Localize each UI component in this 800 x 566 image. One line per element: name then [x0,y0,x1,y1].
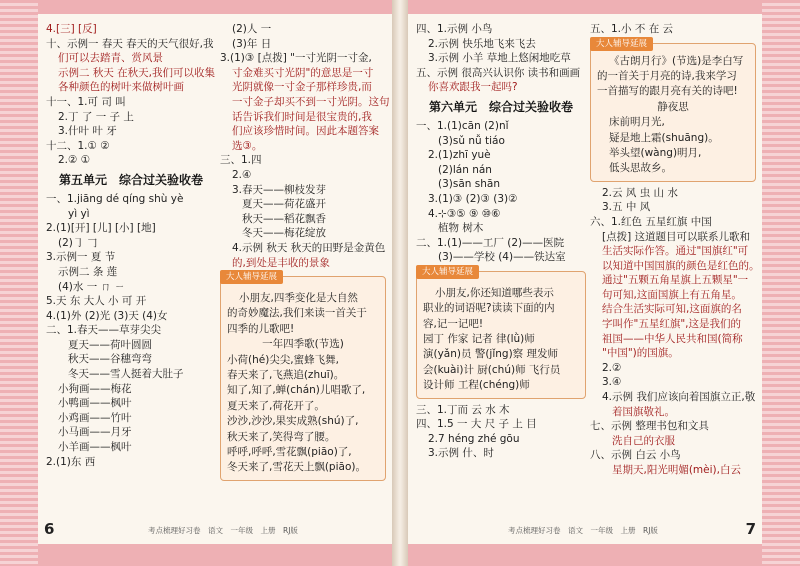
answer-line: 字叫作"五星红旗",这是我们的 [602,318,741,331]
page-footer: 考点梳理好习卷 语文 一年级 上册 RJ版 [148,526,298,535]
answer-line: (2)人 一 [232,23,272,35]
answer-line: 夏天——荷花盛开 [242,198,326,211]
answer-line: [点拨] 这道题目可以联系儿歌和 [602,230,751,243]
book-gutter [392,0,408,566]
box-line: 疑是地上霜(shuāng)。 [609,131,719,144]
answer-line: 2.④ [232,168,252,181]
box-tag: 大人辅导延展 [590,37,653,51]
answer-line: (3)年 日 [232,37,272,50]
answer-line: (2)㇆ 𠃌 [58,236,98,249]
answer-line: 六、1.红色 五星红旗 中国 [590,215,712,228]
answer-line: 秋天——谷穗弯弯 [68,353,152,366]
answer-line: 示例二 条 莲 [58,265,118,278]
box-line: 床前明月光, [609,116,665,129]
box-line: 园丁 作家 记者 律(lǜ)师 [423,333,535,346]
answer-line: 二、1.(1)——工厂 (2)——医院 [416,236,565,249]
answer-line: 生活实际作答。通过"国旗红"可 [602,245,749,258]
page-number: 7 [745,520,756,538]
box-line: 演(yǎn)员 警(jǐng)察 理发师 [423,348,559,361]
poem-title: 静夜思 [657,100,689,113]
box-line: 职业的词语呢?读读下面的内 [423,302,555,315]
answer-line: 2.② ① [58,154,91,167]
parent-guidance-box [590,38,756,182]
answer-line: 结合生活实际可知,这面旗的名 [602,303,742,316]
answer-line: 示例二 秋天 在秋天,我们可以收集 [58,66,216,79]
box-line: 设计师 工程(chéng)师 [423,379,530,392]
right-page [408,14,762,544]
right-page-edge [762,0,800,566]
answer-line: 十二、1.① ② [46,139,110,152]
box-line: 低头思故乡。 [609,162,672,175]
answer-line: 4.[三] [反] [46,23,97,35]
answer-line: 3.(1)③ [点拨] "一寸光阴一寸金, [220,52,372,65]
answer-line: 4.(1)外 (2)光 (3)天 (4)女 [46,309,168,322]
answer-line: 3.示例一 夏 节 [46,251,116,264]
answer-line: 四、1.5 一 大 尺 子 上 目 [416,418,537,431]
answer-line: 八、示例 白云 小鸟 [590,449,681,462]
answer-line: 们可以去踏青、赏风景 [58,52,163,65]
right-column-a [416,22,586,461]
box-line: 会(kuài)计 厨(chú)师 飞行员 [423,363,561,376]
box-line: 春天来了,飞燕追(zhuī)。 [227,369,345,382]
answer-line: 小马画——月牙 [58,426,132,439]
answer-line: (3)sǔ nǚ tiáo [438,134,505,147]
answer-line: 2.示例 快乐地飞来飞去 [428,37,536,50]
answer-line: 4.示例 秋天 秋天的田野是金黄色 [232,241,386,254]
answer-line: yì yì [68,207,90,220]
box-line: 的奇妙魔法,我们来读一首关于 [227,307,367,320]
answer-line: 寸金难买寸光阴"的意思是一寸 [232,66,374,79]
box-line: 举头望(wàng)明月, [609,146,702,159]
answer-line: 2.7 héng zhé gōu [428,432,520,445]
answer-line: 2.(1)zhī yuè [428,149,491,162]
box-line: 一首描写的跟月亮有关的诗吧! [597,85,738,98]
box-line: 容,记一记吧! [423,317,484,330]
answer-line: 3.(1)③ (2)③ (3)② [428,192,518,205]
answer-line: 光阴就像一寸金子那样珍贵,而 [232,81,372,94]
answer-line: 5.天 东 大人 小 可 开 [46,295,147,308]
answer-line: 2.云 风 虫 山 水 [602,186,678,199]
answer-line: 四、1.示例 小鸟 [416,23,493,35]
box-line: 《古朗月行》(节选)是李白写 [609,54,744,67]
answer-line: 一、1.(1)cān (2)nǐ [416,119,509,132]
answer-line: 你喜欢跟我一起吗? [428,81,518,94]
answer-line: 3.春天——柳枝发芽 [232,183,327,196]
answer-line: 选③。 [232,139,263,152]
box-line: 小朋友,你还知道哪些表示 [435,286,554,299]
answer-line: 小鸡画——竹叶 [58,411,132,424]
answer-line: 五、示例 很高兴认识你 读书和画画 [416,66,581,79]
answer-line: 洗自己的衣服 [612,434,675,447]
answer-line: 3.五 中 风 [602,201,651,214]
answer-line: (3)sān shān [438,178,500,191]
answer-line: 三、1.四 [220,154,262,167]
answer-line: (4)水 一 ㄇ ㄧ [58,280,125,293]
answer-line: 三、1.丁而 云 水 木 [416,403,510,416]
answer-line: 小鸭画——枫叶 [58,397,132,410]
answer-line: 话告诉我们时间是很宝贵的,我 [232,110,372,123]
box-line: 知了,知了,蝉(chán)儿唱歌了, [227,384,366,397]
section-title: 第六单元 综合过关验收卷 [428,99,573,114]
answer-line: 4.示例 我们应该向着国旗立正,敬 [602,391,756,404]
answer-line: (3)——学校 (4)——铁达室 [438,251,566,264]
answer-line: 二、1.春天——草芽尖尖 [46,324,162,337]
answer-line: 星期天,阳光明媚(mèi),白云 [612,464,741,476]
answer-line: 着国旗敬礼。 [612,405,675,418]
box-line: 呼呼,呼呼,雪花飘(piāo)了, [227,446,352,458]
answer-line: 秋天——稻花飘香 [242,212,326,225]
box-tag: 大人辅导延展 [416,265,479,279]
page-footer: 考点梳理好习卷 语文 一年级 上册 RJ版 [508,526,658,535]
page-number: 6 [44,520,55,538]
left-column-b [220,22,390,485]
answer-line: 们应该珍惜时间。因此本题答案 [232,125,379,138]
box-line: 小荷(hé)尖尖,蜜蜂飞舞, [227,353,339,366]
box-line: 的一首关于月亮的诗,我来学习 [597,69,737,82]
answer-line: 2.② [602,361,622,374]
answer-line: 3.什叶 叶 牙 [58,125,117,138]
answer-line: (2)lán nán [438,163,492,176]
box-line: 夏天来了,荷花开了。 [227,399,325,412]
answer-line: 冬天——雪人挺着大肚子 [68,368,184,381]
box-tag: 大人辅导延展 [220,270,283,284]
answer-line: 七、示例 整理书包和文具 [590,420,709,433]
answer-line: 2.(1)东 西 [46,455,96,468]
answer-line: 小羊画——枫叶 [58,441,132,454]
answer-line: 五、1.小 不 在 云 [590,23,674,35]
poem-title: 一年四季歌(节选) [262,338,344,351]
box-line: 小朋友,四季变化是大自然 [239,292,358,305]
answer-line: 通过"五颗五角星旗上五颗星"一 [602,274,749,287]
parent-guidance-box [220,272,386,481]
answer-line: 植物 树木 [438,222,484,235]
box-line: 冬天来了,雪花天上飘(piāo)。 [227,461,366,474]
answer-line: 祖国——中华人民共和国(简称 [602,332,743,345]
answer-line: 一、1.jiāng dé qíng shù yè [46,192,184,205]
answer-line: 十、示例一 春天 春天的天气很好,我 [46,37,214,50]
answer-line: 4.⊹③⑤ ⑨ ⑩⑥ [428,207,501,220]
answer-line: 3.示例 小羊 草地上悠闲地吃草 [428,52,571,65]
answer-line: 各种颜色的树叶来做树叶画 [58,81,184,94]
right-column-b [590,22,760,478]
box-line: 沙沙,沙沙,果实成熟(shú)了, [227,415,359,428]
answer-line: 3.④ [602,376,622,389]
answer-line: 十一、1.可 司 叫 [46,95,126,108]
answer-line: 以知道中国国旗的颜色是红色的。 [602,259,760,272]
parent-guidance-box [416,266,586,399]
answer-line: 3.示例 什、时 [428,447,494,460]
box-line: 秋天来了,笑得弯了腰。 [227,430,336,443]
section-title: 第五单元 综合过关验收卷 [58,172,203,187]
answer-line: 夏天——荷叶圆圆 [68,338,152,351]
answer-line: 2.丁 了 一 子 上 [58,110,134,123]
answer-line: 2.(1)[开] [儿] [小] [地] [46,222,156,235]
answer-line: 一寸金子却买不到一寸光阴。这句 [232,95,390,108]
answer-line: 冬天——梅花绽放 [242,227,326,240]
answer-line: 的,到处是丰收的景象 [232,256,330,269]
left-page-edge [0,0,38,566]
answer-line: 句可知,这面国旗上有五角星。 [602,288,742,301]
left-page [38,14,392,544]
left-column-a [46,22,216,469]
box-line: 四季的儿歌吧! [227,322,295,335]
answer-line: 小狗画——梅花 [58,382,132,395]
answer-line: "中国")的国旗。 [602,347,679,360]
